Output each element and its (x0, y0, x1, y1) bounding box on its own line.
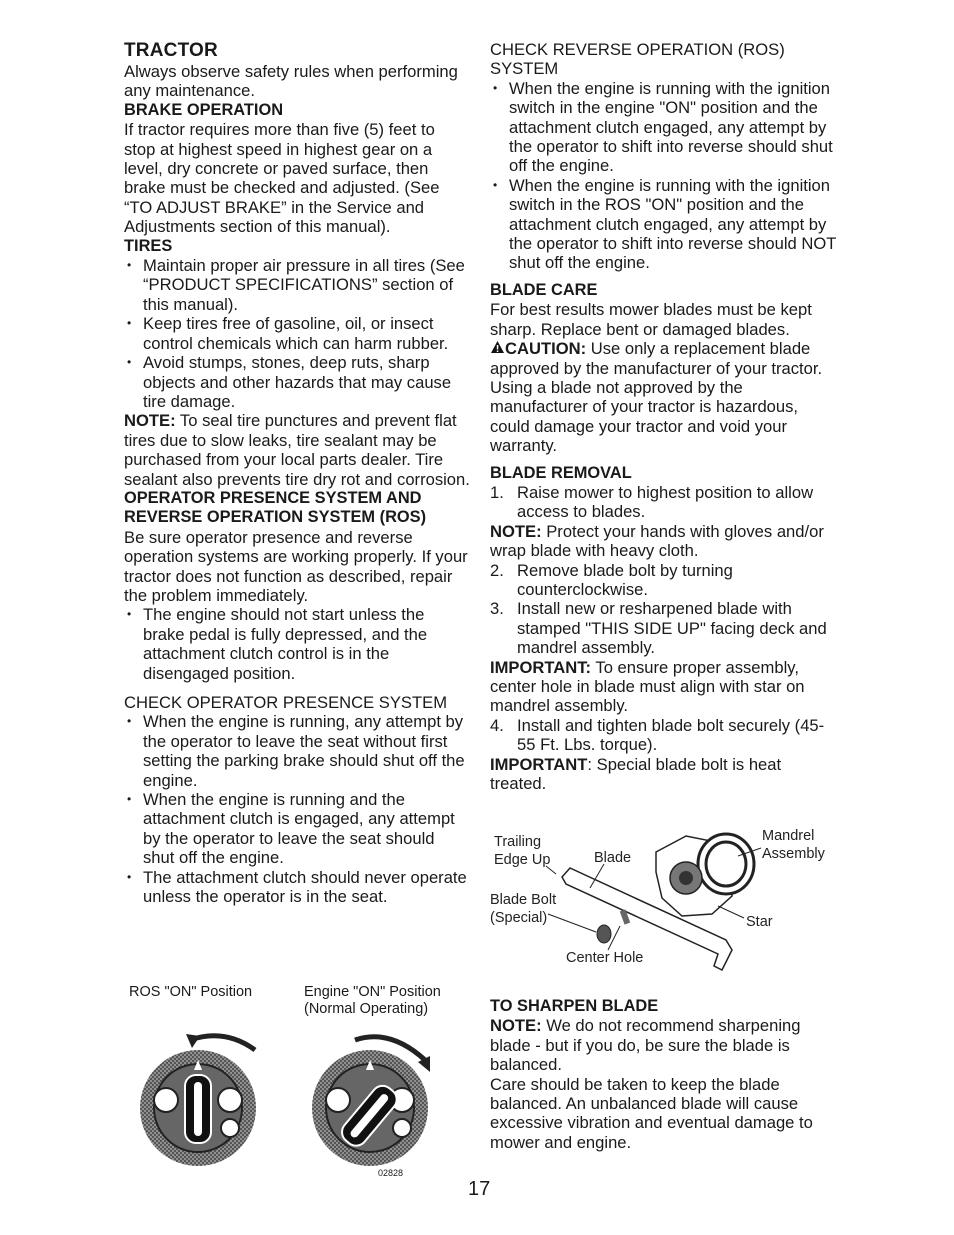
list-item (490, 483, 840, 522)
tractor-heading: TRACTOR (124, 40, 218, 61)
blade-care-text: For best results mower blades must be kept sharp. Replace bent or damaged blades. (490, 300, 812, 339)
removal-steps-b (490, 561, 840, 658)
step-number: 3. (490, 599, 504, 619)
sharpen-text: Care should be taken to keep the blade balanced. An unbalanced blade will cause excessive vibration and eventual damage to mower and engine. (490, 1074, 813, 1152)
list-item: • Avoid stumps, stones, deep ruts, sharp objects and other hazards that may cause tire damage. (124, 353, 470, 411)
engine-caption: Engine "ON" Position (304, 984, 441, 1000)
removal-heading: BLADE REMOVAL (490, 463, 632, 482)
list-item: • The engine should not start unless the brake pedal is fully depressed, and the attachment clutch control is in the disengaged position. (124, 605, 470, 683)
tractor-intro: Always observe safety rules when performing any maintenance. (124, 62, 458, 101)
caution-text: Use only a replacement blade approved by the manufacturer of your tractor. Using a blade not approved by the manufacturer of your tractor is hazardous, could damage your tractor and void your warranty. (490, 339, 823, 456)
note-label: NOTE: (490, 521, 542, 541)
tires-list (124, 256, 470, 411)
note-text: We do not recommend sharpening blade - but if you do, be sure the blade is balanced. (490, 1016, 801, 1075)
engine-caption-sub: (Normal Operating) (304, 1001, 429, 1017)
removal-note (490, 522, 840, 561)
sharpen-heading: TO SHARPEN BLADE (490, 997, 659, 1015)
ops-list (124, 605, 470, 683)
cros-heading: CHECK REVERSE OPERATION (ROS) SYSTEM (490, 40, 785, 79)
note-label: NOTE: (124, 411, 176, 431)
left-column (124, 40, 470, 906)
caution-label: CAUTION: (505, 339, 587, 359)
important-text: : Special blade bolt is heat treated. (490, 754, 782, 794)
label-trailing-1: Trailing (494, 834, 542, 850)
tires-heading: TIRES (124, 236, 173, 255)
label-star: Star (746, 914, 773, 930)
tires-note (124, 411, 470, 489)
label-mandrel-1: Mandrel (762, 828, 815, 844)
figure-code: 02828 (378, 1168, 404, 1178)
label-trailing-2: Edge Up (494, 852, 551, 868)
list-item: • The attachment clutch should never operate unless the operator is in the seat. (124, 868, 470, 907)
list-item (490, 716, 840, 755)
label-mandrel-2: Assembly (762, 846, 825, 862)
note-text: Protect your hands with gloves and/or wrap blade with heavy cloth. (490, 521, 824, 561)
step-number: 4. (490, 715, 504, 735)
page-number: 17 (468, 1178, 491, 1200)
caution-icon (490, 339, 505, 358)
cops-list (124, 712, 470, 906)
important-note-1 (490, 658, 840, 716)
label-bolt-2: (Special) (490, 910, 548, 926)
right-column (490, 40, 840, 793)
ops-text: Be sure operator presence and reverse operation systems are working properly. If your tractor does not function as described, repair the problem immediately. (124, 527, 468, 605)
important-text: To ensure proper assembly, center hole in blade must align with star on mandrel assembly. (490, 657, 805, 716)
brake-heading: BRAKE OPERATION (124, 100, 284, 119)
label-bolt-1: Blade Bolt (490, 892, 557, 908)
sharpen-section (490, 997, 840, 1152)
step-number: 2. (490, 560, 504, 580)
list-item (490, 561, 840, 600)
step-text: Install and tighten blade bolt securely (45-55 Ft. Lbs. torque). (517, 715, 825, 755)
ops-heading: OPERATOR PRESENCE SYSTEM AND REVERSE OPERATION SYSTEM (ROS) (124, 488, 427, 527)
note-label: NOTE: (490, 1016, 542, 1036)
list-item: • Keep tires free of gasoline, oil, or insect control chemicals which can harm rubber. (124, 314, 470, 353)
label-center-hole: Center Hole (566, 950, 644, 966)
list-item: • When the engine is running with the ignition switch in the ROS "ON" position and the attachment clutch engaged, any attempt by the operator to shift into reverse should NOT shut off the engine. (490, 176, 840, 273)
step-number: 1. (490, 482, 504, 502)
ros-switch-icon (140, 1034, 256, 1166)
ros-caption: ROS "ON" Position (129, 984, 253, 1000)
important-label: IMPORTANT: (490, 657, 592, 677)
mandrel-assembly-icon (656, 834, 754, 916)
step-text: Install new or resharpened blade with stamped "THIS SIDE UP" facing deck and mandrel assembly. (517, 599, 827, 658)
note-text: To seal tire punctures and prevent flat tires due to slow leaks, tire sealant may be purchased from your local parts dealer. Tire sealant also prevents tire dry rot and corrosion. (124, 411, 470, 489)
blade-care-heading: BLADE CARE (490, 280, 598, 299)
cops-heading: CHECK OPERATOR PRESENCE SYSTEM (124, 693, 448, 712)
list-item: • When the engine is running and the attachment clutch is engaged, any attempt by the operator to leave the seat should shut off the engine. (124, 790, 470, 868)
important-label: IMPORTANT (490, 754, 588, 774)
list-item: • When the engine is running with the ignition switch in the engine "ON" position and the attachment clutch engaged, any attempt by the operator to shift into reverse should shut off the engine. (490, 79, 840, 176)
engine-switch-icon (312, 1037, 430, 1166)
step-text: Raise mower to highest position to allow access to blades. (517, 482, 814, 522)
removal-steps-c (490, 716, 840, 755)
blade-diagram (486, 822, 846, 982)
caution-paragraph (490, 339, 840, 455)
ignition-switch-figure (130, 1020, 470, 1180)
step-text: Remove blade bolt by turning counterclockwise. (517, 560, 733, 599)
cros-list (490, 79, 840, 273)
important-note-2 (490, 755, 840, 794)
sharpen-note (490, 1016, 840, 1074)
label-blade: Blade (594, 850, 632, 866)
removal-steps-a (490, 483, 840, 522)
list-item: • When the engine is running, any attempt by the operator to leave the seat without first setting the parking brake should shut off the engine. (124, 712, 470, 790)
brake-text: If tractor requires more than five (5) feet to stop at highest speed in highest gear on a level, dry concrete or paved surface, then brake must be checked and adjusted. (See “TO ADJUST BRAKE” in the Service and Adjustments section of this manual). (124, 120, 440, 237)
list-item (490, 599, 840, 657)
list-item: • Maintain proper air pressure in all tires (See “PRODUCT SPECIFICATIONS” section of this manual). (124, 256, 470, 314)
